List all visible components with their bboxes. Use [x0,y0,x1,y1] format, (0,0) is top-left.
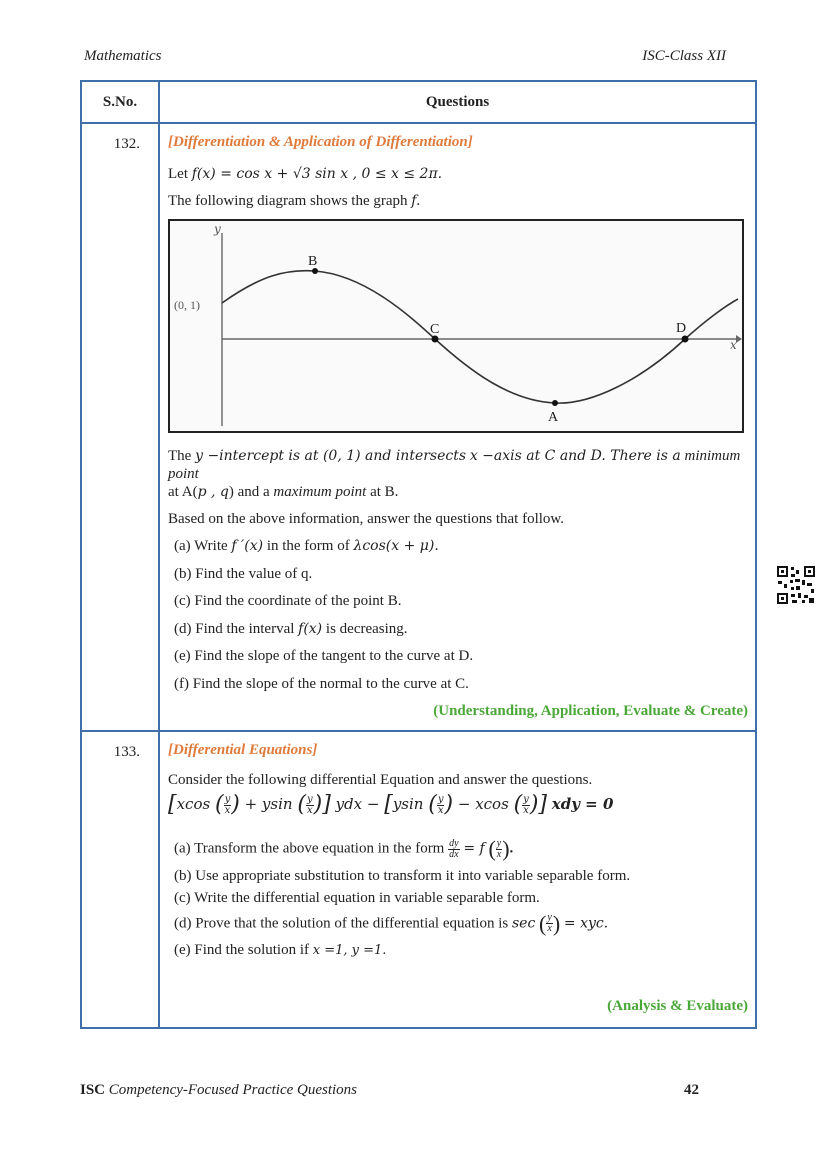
question-row-133 [81,731,756,1028]
question-number: 133. [81,731,159,1028]
subquestion-e: (e) Find the solution if x =1, y =1. [174,942,387,959]
x-axis-arrow [736,335,742,343]
label-B: B [308,254,318,269]
header-subject: Mathematics [84,48,162,64]
point-D-marker [682,336,689,343]
subquestion-a: (a) Write f ′(x) in the form of λcos(x + μ). [174,538,439,554]
topic-label: [Differentiation & Application of Differentiation] [168,134,473,150]
table-header-row [81,81,756,123]
differential-equation: [xcos ( $\frac{y}{x}$ ) + ysin ( $\frac{y}{x}$ )] ydx − [ysin ( $\frac{y}{x}$ ) − xcos ( $\frac{y}{x}$ )] xdy = 0 [168,792,614,817]
question-body [159,123,756,731]
question-body [159,731,756,1028]
diagram-intro: The following diagram shows the graph f. [168,193,421,209]
y-axis-label: y [214,222,221,236]
label-C: C [430,322,440,337]
x-axis-label: x [730,338,737,352]
skill-tag: (Analysis & Evaluate) [607,998,748,1014]
question-row-132 [81,123,756,731]
topic-label: [Differential Equations] [168,742,318,758]
question-number: 132. [81,123,159,731]
questions-table [80,80,757,1029]
skill-tag: (Understanding, Application, Evaluate & Create) [433,703,748,719]
subquestion-b: (b) Find the value of q. [174,565,313,582]
footer-title: ISC Competency-Focused Practice Questions [80,1082,358,1098]
graph-description: The y −intercept is at (0, 1) and intersects x −axis at C and D. There is a minimum point at A(p , q) and a maximum point at B. [168,448,741,500]
subquestion-c: (c) Write the differential equation in variable separable form. [174,889,540,906]
page-number: 42 [684,1082,699,1098]
graph-svg [170,221,742,431]
subquestion-d: (d) Prove that the solution of the differential equation is sec ( $\frac{y}{x}$ ) = xyc. [174,910,609,936]
point-A-marker [552,400,558,406]
function-definition: Let f(x) = cos x + √3 sin x , 0 ≤ x ≤ 2π. [168,166,443,182]
instructions: Based on the above information, answer the questions that follow. [168,511,565,527]
header-class: ISC-Class XII [642,48,726,64]
col-questions-header: Questions [159,81,756,123]
subquestion-a: (a) Transform the above equation in the form $\frac{dy}{dx}$ = f ( $\frac{y}{x}$ ). [174,836,514,862]
subquestion-c: (c) Find the coordinate of the point B. [174,593,402,609]
subquestion-e: (e) Find the slope of the tangent to the curve at D. [174,648,474,664]
label-D: D [676,321,687,336]
intercept-label: (0, 1) [174,298,200,312]
col-sno-header: S.No. [81,81,159,123]
sine-curve [222,271,738,403]
subquestion-d: (d) Find the interval f(x) is decreasing. [174,620,408,637]
subquestion-f: (f) Find the slope of the normal to the curve at C. [174,675,469,692]
label-A: A [548,410,559,425]
qr-code-icon [776,565,816,605]
function-graph [168,219,744,433]
subquestion-b: (b) Use appropriate substitution to transform it into variable separable form. [174,867,631,884]
question-intro: Consider the following differential Equation and answer the questions. [168,772,593,788]
